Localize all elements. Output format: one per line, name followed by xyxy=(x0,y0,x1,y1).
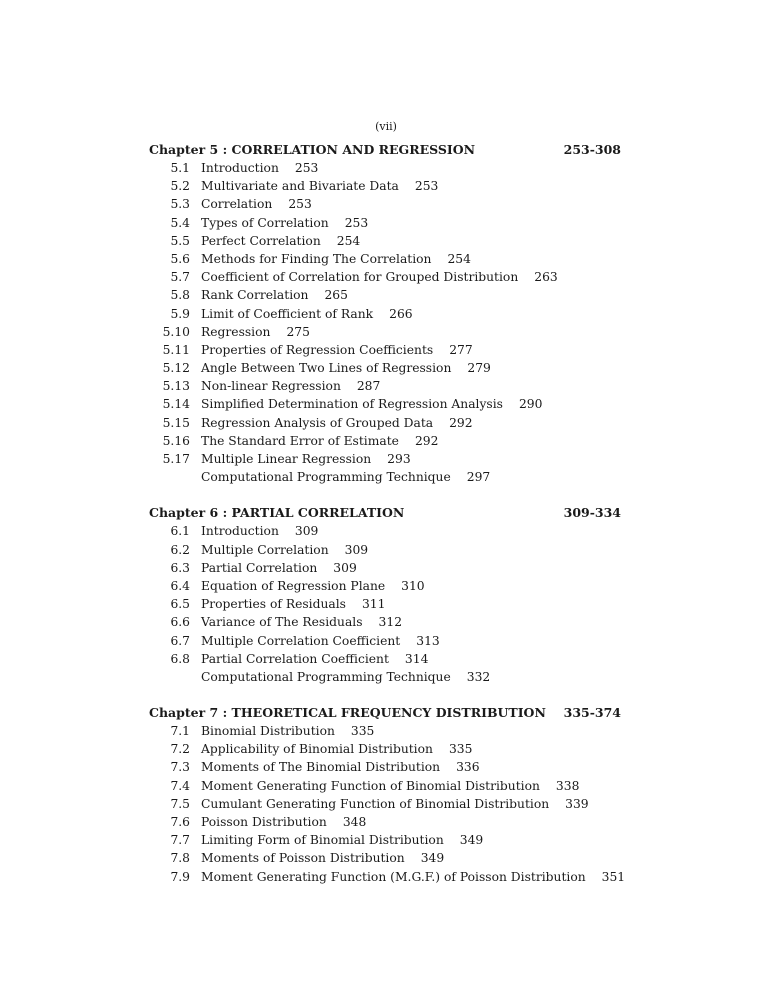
section-number: 6.5 xyxy=(170,597,190,612)
section-text xyxy=(201,632,440,650)
toc-entry xyxy=(0,722,772,740)
chapter-page-range: 335-374 xyxy=(563,705,621,721)
section-number: 6.8 xyxy=(170,651,190,666)
chapter-section xyxy=(0,504,772,686)
section-number: 7.5 xyxy=(170,796,190,811)
section-title: Cumulant Generating Function of Binomial Distribution xyxy=(201,796,550,811)
section-text xyxy=(201,522,318,540)
section-text xyxy=(201,232,360,250)
section-page: 277 xyxy=(449,342,473,357)
section-title: Regression Analysis of Grouped Data xyxy=(201,415,434,430)
toc-entry xyxy=(0,232,772,250)
section-text xyxy=(201,395,542,413)
section-title: Correlation xyxy=(201,197,273,212)
section-text xyxy=(201,468,490,486)
toc-entry xyxy=(0,541,772,559)
toc-entry xyxy=(0,414,772,432)
toc-entry xyxy=(0,559,772,577)
section-page: 266 xyxy=(389,306,413,321)
section-text xyxy=(201,559,357,577)
section-page: 338 xyxy=(555,778,580,793)
section-number: 5.2 xyxy=(170,179,190,194)
section-page: 292 xyxy=(414,433,439,448)
section-text xyxy=(201,831,483,849)
section-title: Multiple Correlation xyxy=(201,542,329,557)
toc-entry xyxy=(0,595,772,613)
section-text xyxy=(201,813,366,831)
section-page: 348 xyxy=(342,815,367,829)
section-title: Partial Correlation Coefficient xyxy=(201,651,389,666)
toc-entry xyxy=(0,214,772,232)
section-page: 349 xyxy=(420,851,445,866)
section-page: 335 xyxy=(448,742,473,757)
toc-entry xyxy=(0,268,772,286)
section-text xyxy=(201,286,348,304)
section-page: 253 xyxy=(288,197,312,212)
section-title: Computational Programming Technique xyxy=(201,669,451,684)
section-title: Coefficient of Correlation for Grouped Distribution xyxy=(201,270,519,285)
toc-entry xyxy=(0,468,772,486)
section-text xyxy=(201,450,411,468)
toc-entry xyxy=(0,432,772,450)
section-page: 336 xyxy=(456,760,480,775)
section-number: 5.14 xyxy=(162,397,190,412)
chapter-title: Chapter 6 : PARTIAL CORRELATION xyxy=(149,505,405,521)
section-text xyxy=(201,740,472,758)
toc-entry xyxy=(0,159,772,177)
section-number: 7.7 xyxy=(170,833,190,848)
section-number: 7.3 xyxy=(170,760,190,775)
section-text xyxy=(201,722,374,740)
toc-entry xyxy=(0,613,772,631)
section-page: 349 xyxy=(459,833,484,848)
section-number: 6.1 xyxy=(170,524,190,539)
section-page: 279 xyxy=(467,361,491,376)
section-page: 293 xyxy=(387,452,411,466)
section-text xyxy=(201,577,425,595)
section-page: 253 xyxy=(414,179,439,194)
chapter-heading xyxy=(0,141,772,159)
section-text xyxy=(201,849,444,867)
section-title: Types of Correlation xyxy=(201,215,329,230)
chapter-page-range: 253-308 xyxy=(563,142,621,157)
page-number: (vii) xyxy=(375,120,397,133)
toc-entry xyxy=(0,250,772,268)
toc-entry xyxy=(0,195,772,213)
section-text xyxy=(201,777,579,795)
toc-entry xyxy=(0,831,772,849)
section-number: 5.7 xyxy=(170,270,190,285)
section-number: 7.4 xyxy=(170,778,190,793)
section-title: Properties of Regression Coefficients xyxy=(201,342,434,357)
section-number: 5.6 xyxy=(170,251,190,266)
section-page: 292 xyxy=(449,415,473,430)
toc-entry xyxy=(0,177,772,195)
section-number: 7.1 xyxy=(170,724,190,739)
section-number: 5.9 xyxy=(170,306,190,321)
section-number: 7.9 xyxy=(170,869,190,884)
chapter-page-range: 309-334 xyxy=(563,505,621,521)
section-text xyxy=(201,359,491,377)
section-page: 265 xyxy=(324,288,348,303)
section-number: 6.6 xyxy=(170,615,190,630)
section-title: Multivariate and Bivariate Data xyxy=(201,179,399,194)
table-of-contents xyxy=(0,141,772,904)
section-title: Multiple Linear Regression xyxy=(201,452,372,466)
section-text xyxy=(201,595,385,613)
section-page: 309 xyxy=(344,542,369,557)
section-title: Simplified Determination of Regression Analysis xyxy=(201,397,503,412)
section-number: 5.10 xyxy=(162,324,190,339)
section-title: The Standard Error of Estimate xyxy=(201,433,399,448)
toc-entry xyxy=(0,740,772,758)
section-title: Computational Programming Technique xyxy=(201,470,451,485)
section-page: 309 xyxy=(294,524,319,539)
section-page: 310 xyxy=(401,578,425,593)
section-page: 253 xyxy=(344,215,369,230)
section-text xyxy=(201,268,558,286)
section-number: 7.8 xyxy=(170,851,190,866)
section-page: 275 xyxy=(286,324,310,339)
section-text xyxy=(201,414,473,432)
toc-entry xyxy=(0,577,772,595)
section-number: 5.1 xyxy=(170,161,190,175)
section-text xyxy=(201,159,318,177)
section-number: 5.8 xyxy=(170,288,190,303)
section-text xyxy=(201,650,428,668)
section-page: 253 xyxy=(294,161,319,175)
section-text xyxy=(201,195,312,213)
section-number: 6.4 xyxy=(170,578,190,593)
section-number: 7.6 xyxy=(170,815,190,829)
toc-entry xyxy=(0,395,772,413)
section-page: 287 xyxy=(356,379,381,394)
toc-entry xyxy=(0,758,772,776)
toc-entry xyxy=(0,650,772,668)
section-title: Regression xyxy=(201,324,271,339)
toc-entry xyxy=(0,305,772,323)
section-number: 5.3 xyxy=(170,197,190,212)
section-title: Limit of Coefficient of Rank xyxy=(201,306,374,321)
section-text xyxy=(201,250,471,268)
section-page: 339 xyxy=(565,796,589,811)
section-page: 290 xyxy=(518,397,543,412)
section-page: 309 xyxy=(333,560,357,575)
section-page: 311 xyxy=(361,597,386,612)
toc-entry xyxy=(0,359,772,377)
section-title: Variance of The Residuals xyxy=(201,615,363,630)
section-title: Binomial Distribution xyxy=(201,724,335,739)
section-number: 5.13 xyxy=(162,379,190,394)
chapter-section xyxy=(0,141,772,486)
section-number: 5.4 xyxy=(170,215,190,230)
toc-entry xyxy=(0,813,772,831)
section-title: Methods for Finding The Correlation xyxy=(201,251,432,266)
toc-entry xyxy=(0,777,772,795)
toc-entry xyxy=(0,849,772,867)
toc-entry xyxy=(0,668,772,686)
section-text xyxy=(201,305,413,323)
section-page: 254 xyxy=(336,233,361,248)
section-text xyxy=(201,377,380,395)
section-title: Perfect Correlation xyxy=(201,233,321,248)
section-page: 312 xyxy=(378,615,403,630)
section-title: Rank Correlation xyxy=(201,288,309,303)
section-page: 254 xyxy=(447,251,471,266)
toc-entry xyxy=(0,522,772,540)
chapter-section xyxy=(0,704,772,886)
section-number: 5.16 xyxy=(162,433,190,448)
toc-entry xyxy=(0,632,772,650)
section-title: Limiting Form of Binomial Distribution xyxy=(201,833,444,848)
section-page: 313 xyxy=(416,633,440,648)
section-number: 7.2 xyxy=(170,742,190,757)
section-text xyxy=(201,177,438,195)
section-title: Non-linear Regression xyxy=(201,379,341,394)
section-text xyxy=(201,214,368,232)
section-page: 351 xyxy=(601,869,626,884)
toc-entry xyxy=(0,377,772,395)
section-title: Properties of Residuals xyxy=(201,597,346,612)
section-text xyxy=(201,613,402,631)
section-number: 6.3 xyxy=(170,560,190,575)
section-title: Multiple Correlation Coefficient xyxy=(201,633,401,648)
section-title: Moment Generating Function (M.G.F.) of Poisson Distribution xyxy=(201,869,586,884)
section-number: 6.7 xyxy=(170,633,190,648)
section-title: Introduction xyxy=(201,524,279,539)
section-number: 5.15 xyxy=(162,415,190,430)
section-title: Poisson Distribution xyxy=(201,815,327,829)
section-text xyxy=(201,432,438,450)
chapter-title: Chapter 5 : CORRELATION AND REGRESSION xyxy=(149,142,476,157)
section-page: 332 xyxy=(466,669,491,684)
toc-entry xyxy=(0,323,772,341)
section-page: 263 xyxy=(534,270,558,285)
section-number: 6.2 xyxy=(170,542,190,557)
section-text xyxy=(201,668,490,686)
toc-entry xyxy=(0,286,772,304)
section-text xyxy=(201,541,368,559)
toc-entry xyxy=(0,341,772,359)
chapter-title: Chapter 7 : THEORETICAL FREQUENCY DISTRIBUTION xyxy=(149,705,546,721)
chapter-heading xyxy=(0,504,772,522)
section-text xyxy=(201,323,310,341)
section-text xyxy=(201,868,625,886)
section-page: 335 xyxy=(350,724,375,739)
section-title: Equation of Regression Plane xyxy=(201,578,386,593)
chapter-heading xyxy=(0,704,772,722)
section-number: 5.11 xyxy=(162,342,190,357)
section-page: 297 xyxy=(466,470,491,485)
section-title: Introduction xyxy=(201,161,279,175)
section-text xyxy=(201,758,480,776)
section-text xyxy=(201,795,589,813)
section-number: 5.12 xyxy=(162,361,190,376)
toc-entry xyxy=(0,450,772,468)
section-number: 5.17 xyxy=(162,452,190,466)
section-title: Applicability of Binomial Distribution xyxy=(201,742,433,757)
section-page: 314 xyxy=(404,651,429,666)
section-title: Partial Correlation xyxy=(201,560,318,575)
section-title: Moments of The Binomial Distribution xyxy=(201,760,441,775)
section-title: Moments of Poisson Distribution xyxy=(201,851,405,866)
toc-entry xyxy=(0,868,772,886)
toc-entry xyxy=(0,795,772,813)
section-text xyxy=(201,341,473,359)
section-number: 5.5 xyxy=(170,233,190,248)
section-title: Moment Generating Function of Binomial Distribution xyxy=(201,778,540,793)
section-title: Angle Between Two Lines of Regression xyxy=(201,361,452,376)
